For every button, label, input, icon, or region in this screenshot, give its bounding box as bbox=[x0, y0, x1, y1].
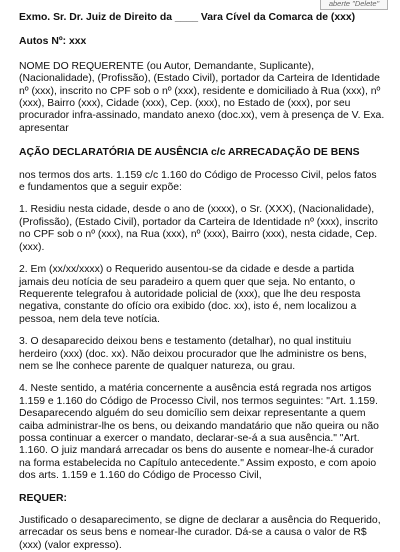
action-title: AÇÃO DECLARATÓRIA DE AUSÊNCIA c/c ARRECADAÇÃO DE BENS bbox=[19, 147, 360, 159]
request-title: REQUER: bbox=[19, 492, 67, 504]
fact-paragraph-2: 2. Em (xx/xx/xxxx) o Requerido ausentou-se da cidade e desde a partida jamais deu notícia de seu paradeiro a quem quer que seja. No entanto, o Requerente telegrafou à autoridade policial de (xxx), que lhe deu resposta negativa, constante do ofício ora exibido (doc. xx), isto é, nem localizou a pessoa, nem dela teve notícia. bbox=[19, 264, 361, 325]
legal-basis: nos termos dos arts. 1.159 c/c 1.160 do Código de Processo Civil, pelos fatos e fundamentos que a seguir expõe: bbox=[19, 169, 377, 194]
revision-tag: aberte "Delete" bbox=[320, 0, 388, 10]
party-qualification: NOME DO REQUERENTE (ou Autor, Demandante, Suplicante), (Nacionalidade), (Profissão), (Estado Civil), portador da Carteira de Identidade nº (xxx), inscrito no CPF sob o nº (xxx), residente e domiciliado à Rua (xxx), nº (xxx), Bairro (xxx), Cidade (xxx), Cep. (xxx), no Estado de (xxx), por seu procurador infra-assinado, mandato anexo (doc.xx), vem à presença de V. Exa. apresentar bbox=[19, 60, 385, 134]
court-address: Exmo. Sr. Dr. Juiz de Direito da ____ Vara Cível da Comarca de (xxx) bbox=[19, 12, 356, 23]
document-body bbox=[19, 12, 385, 552]
fact-paragraph-1: 1. Residiu nesta cidade, desde o ano de (xxxx), o Sr. (XXX), (Nacionalidade), (Profissão), (Estado Civil), portador da Carteira de Identidade nº (xxx), inscrito no CPF sob o nº (xxx), na Rua (xxx), nº (xxx), Bairro (xxx), nesta cidade, Cep. (xxx). bbox=[19, 204, 378, 253]
fact-paragraph-4: 4. Neste sentido, a matéria concernente a ausência está regrada nos artigos 1.159 e 1.160 do Código de Processo Civil, nos termos seguintes: "Art. 1.159. Desaparecendo alguém do seu domicílio sem deixar representante a quem caiba administrar-lhe os bens, ou deixando mandatário que não queira ou não possa continuar a exercer o mandato, declarar-se-á a sua ausência." "Art. 1.160. O juiz mandará arrecadar os bens do ausente e nomear-lhe-á curador na forma estabelecida no Capítulo antecedente." Assim exposto, e com apoio dos arts. 1.159 e 1.160 do Código de Processo Civil, bbox=[19, 383, 379, 482]
case-number: Autos Nº: xxx bbox=[19, 36, 87, 48]
request-paragraph: Justificado o desaparecimento, se digne de declarar a ausência do Requerido, arrecadar os seus bens e nomear-lhe curador. Dá-se a causa o valor de R$ (xxx) (valor expresso). bbox=[19, 515, 381, 551]
fact-paragraph-3: 3. O desaparecido deixou bens e testamento (detalhar), no qual instituiu herdeiro (xxx) (doc. xx). Não deixou procurador que lhe administre os bens, nem se lhe conhece parente de qualquer natureza, ou grau. bbox=[19, 336, 367, 372]
